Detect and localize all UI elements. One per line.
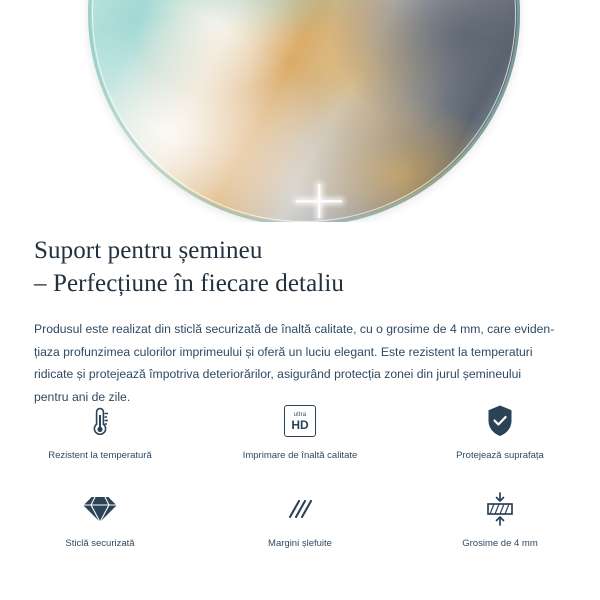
feature-item-tempered-glass	[0, 488, 200, 558]
feature-label: Rezistent la temperatură	[48, 450, 152, 461]
feature-item-thickness	[400, 488, 600, 558]
page-title	[0, 222, 600, 300]
hero-image	[0, 0, 600, 222]
diamond-icon	[82, 488, 118, 530]
description-paragraph: Produsul este realizat din sticlă securizată de înaltă calitate, cu o grosime de 4 mm, care eviden-țiaza profunzimea culorilor imprimeului și oferă un luciu elegant. Este rezistent la temperaturi ridicate și protejează împotriva deteriorărilor, asigurând protecția zonei din jurul șemineului pentru ani de zile.	[34, 322, 555, 404]
badge-bottom-text: HD	[291, 417, 309, 432]
glass-disc-graphic	[88, 0, 520, 222]
content-block	[0, 222, 600, 408]
thickness-arrows-icon	[482, 488, 518, 530]
feature-item-polished-edges	[200, 488, 400, 558]
feature-label: Imprimare de înaltă calitate	[242, 450, 358, 461]
feature-label: Protejează suprafața	[456, 450, 544, 461]
polished-edges-icon	[283, 488, 317, 530]
feature-label: Grosime de 4 mm	[462, 538, 538, 549]
ultra-hd-badge-icon	[284, 400, 316, 442]
headline-line-2: – Perfecțiune în fiecare detaliu	[34, 270, 344, 297]
badge-top-text: ultra	[293, 411, 307, 418]
headline-line-1: Suport pentru șemineu	[34, 237, 263, 264]
shield-check-icon	[483, 400, 517, 442]
feature-item-surface-protection	[400, 400, 600, 470]
feature-item-temperature	[0, 400, 200, 470]
thermometer-icon	[83, 400, 117, 442]
feature-label: Sticlă securizată	[65, 538, 135, 549]
feature-item-print-quality	[200, 400, 400, 470]
feature-label: Margini șlefuite	[268, 538, 332, 549]
feature-grid	[0, 400, 600, 558]
